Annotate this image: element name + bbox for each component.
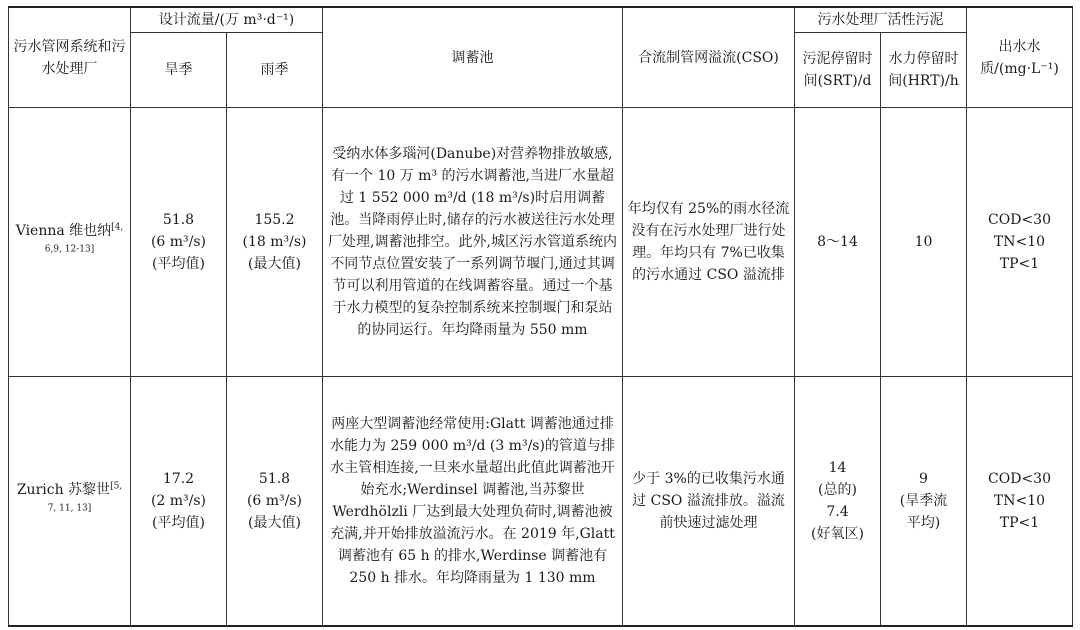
effluent-cod: COD<30 xyxy=(988,471,1051,487)
wet-flow-rate: (6 m³/s) xyxy=(246,493,303,509)
effluent-tp: TP<1 xyxy=(999,515,1040,531)
effluent-cell xyxy=(967,108,1073,377)
hrt-cell xyxy=(881,108,967,377)
dry-flow-value: 51.8 xyxy=(162,212,195,228)
srt-total: 14 xyxy=(828,460,847,476)
wet-flow-value: 155.2 xyxy=(254,212,295,228)
wet-flow-rate: (18 m³/s) xyxy=(242,234,307,250)
wet-flow-value: 51.8 xyxy=(258,471,291,487)
table-row xyxy=(9,108,1073,377)
system-cell xyxy=(9,377,131,627)
wet-flow-cell xyxy=(227,377,323,627)
header-design-flow: 设计流量/(万 m³·d⁻¹) xyxy=(131,7,323,33)
srt-aerobic-label: (好氧区) xyxy=(811,526,864,542)
hrt-cell xyxy=(881,377,967,627)
header-hrt: 水力停留时间(HRT)/h xyxy=(881,33,967,108)
effluent-cell xyxy=(967,377,1073,627)
dry-flow-cell xyxy=(131,377,227,627)
header-effluent: 出水水质/(mg·L⁻¹) xyxy=(967,7,1073,108)
srt-aerobic: 7.4 xyxy=(826,504,849,520)
wet-flow-note: (最大值) xyxy=(248,256,301,272)
cso-description: 少于 3%的已收集污水通过 CSO 溢流排放。溢流前快速过滤处理 xyxy=(623,377,795,627)
effluent-tp: TP<1 xyxy=(999,256,1040,272)
header-row-1 xyxy=(9,7,1073,33)
dry-flow-rate: (2 m³/s) xyxy=(150,493,207,509)
wet-flow-note: (最大值) xyxy=(248,515,301,531)
hrt-note-1: (旱季流 xyxy=(899,493,948,509)
comparison-table xyxy=(8,6,1073,627)
header-system: 污水管网系统和污水处理厂 xyxy=(9,7,131,108)
srt-cell xyxy=(795,377,881,627)
reference-marker: [4, 6,9, 12-13] xyxy=(44,222,124,255)
header-storage: 调蓄池 xyxy=(323,7,623,108)
effluent-tn: TN<10 xyxy=(993,493,1046,509)
effluent-tn: TN<10 xyxy=(993,234,1046,250)
reference-marker: [5, 7, 11, 13] xyxy=(47,481,123,514)
wet-flow-cell xyxy=(227,108,323,377)
dry-flow-note: (平均值) xyxy=(152,515,205,531)
dry-flow-cell xyxy=(131,108,227,377)
header-sludge: 污水处理厂活性污泥 xyxy=(795,7,967,33)
dry-flow-value: 17.2 xyxy=(162,471,195,487)
header-wet: 雨季 xyxy=(227,33,323,108)
system-name: Zurich 苏黎世 xyxy=(16,482,111,498)
hrt-value: 10 xyxy=(914,234,933,250)
dry-flow-rate: (6 m³/s) xyxy=(150,234,207,250)
dry-flow-note: (平均值) xyxy=(152,256,205,272)
header-srt: 污泥停留时间(SRT)/d xyxy=(795,33,881,108)
srt-cell xyxy=(795,108,881,377)
system-cell xyxy=(9,108,131,377)
table-row xyxy=(9,377,1073,627)
hrt-note-2: 平均) xyxy=(906,515,941,531)
system-name: Vienna 维也纳 xyxy=(15,223,112,239)
header-cso: 合流制管网溢流(CSO) xyxy=(623,7,795,108)
cso-description: 年均仅有 25%的雨水径流没有在污水处理厂进行处理。年均只有 7%已收集的污水通过 CSO 溢流排 xyxy=(623,108,795,377)
storage-description: 受纳水体多瑙河(Danube)对营养物排放敏感,有一个 10 万 m³ 的污水调蓄池,当进厂水量超过 1 552 000 m³/d (18 m³/s)时启用调蓄池。当降雨停止时,储存的污水被送往污水处理厂处理,调蓄池排空。此外,城区污水管道系统内不同节点位置安装了一系列调节堰门,通过其调节可以利用管道的在线调蓄容量。通过一个基于水力模型的复杂控制系统来控制堰门和泵站的协同运行。年均降雨量为 550 mm xyxy=(323,108,623,377)
storage-description: 两座大型调蓄池经常使用:Glatt 调蓄池通过排水能力为 259 000 m³/d (3 m³/s)的管道与排水主管相连接,一旦来水量超出此值此调蓄池开始充水;Werdinsel 调蓄池,当苏黎世 Werdhölzli 厂达到最大处理负荷时,调蓄池被充满,并开始排放溢流污水。在 2019 年,Glatt 调蓄池有 65 h 的排水,Werdinse 调蓄池有 250 h 排水。年均降雨量为 1 130 mm xyxy=(323,377,623,627)
srt-total-label: (总的) xyxy=(818,482,857,498)
hrt-value: 9 xyxy=(919,471,928,487)
effluent-cod: COD<30 xyxy=(988,212,1051,228)
header-dry: 旱季 xyxy=(131,33,227,108)
srt-value: 8～14 xyxy=(817,234,858,250)
